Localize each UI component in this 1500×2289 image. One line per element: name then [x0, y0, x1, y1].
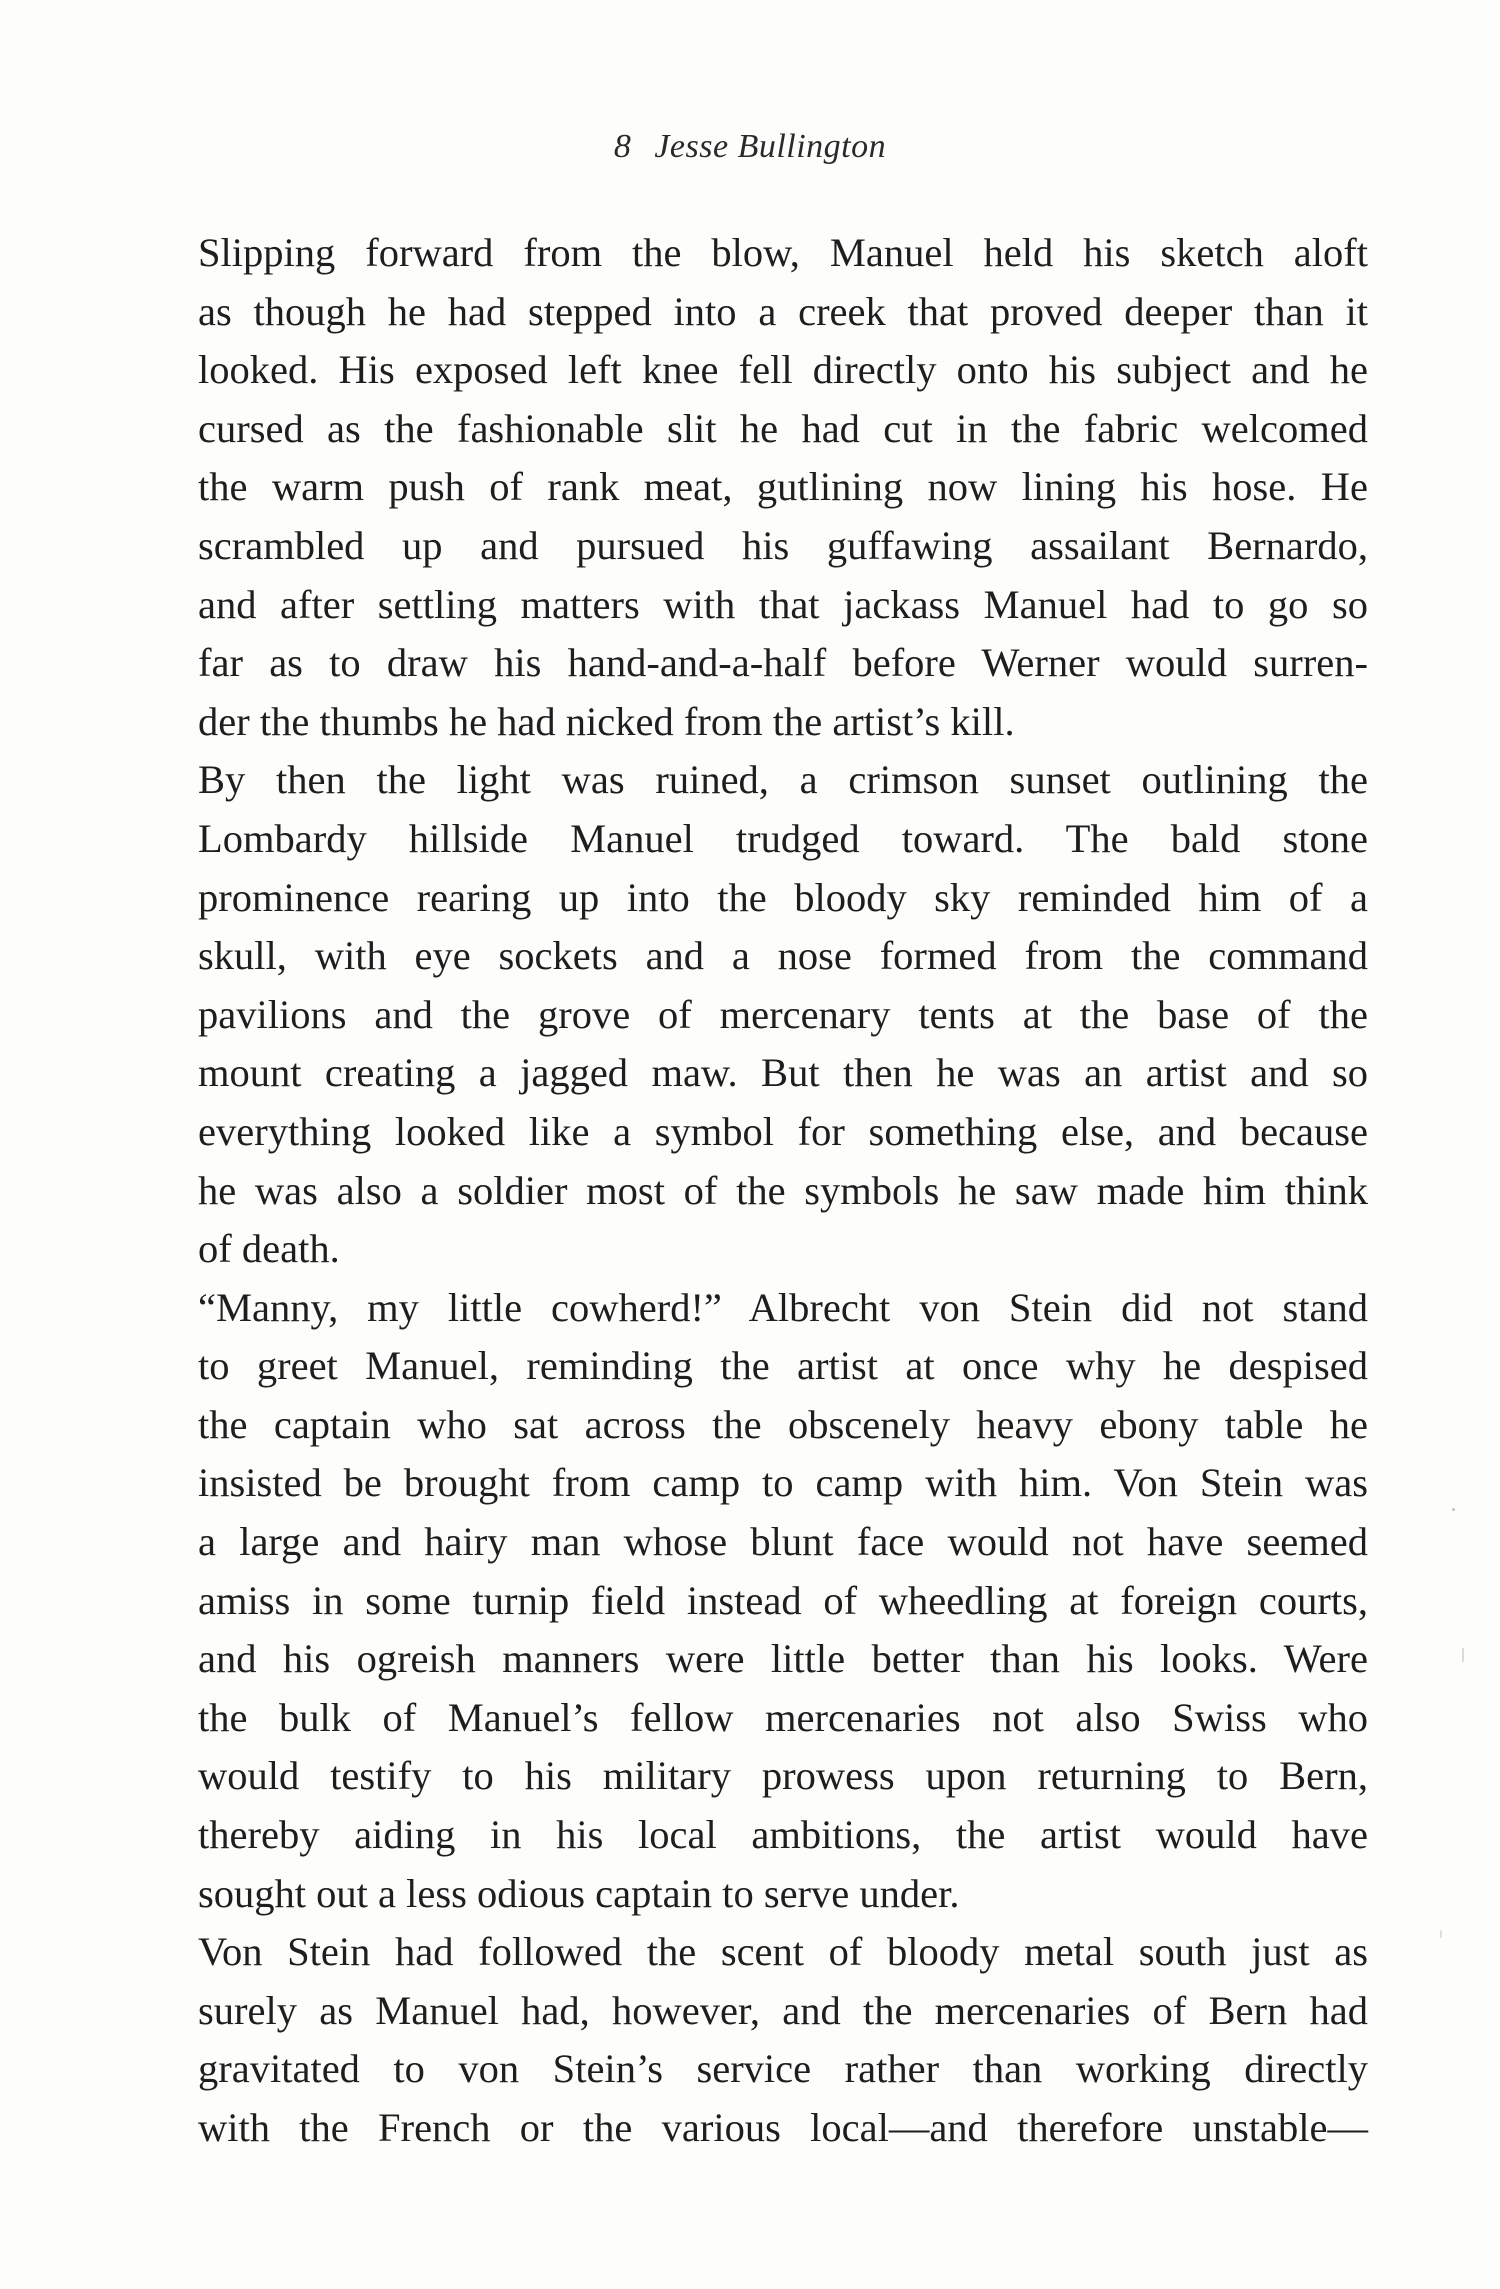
text-line: Slipping forward from the blow, Manuel held his sketch aloft	[198, 230, 1368, 275]
text-line: thereby aiding in his local ambitions, the artist would have	[198, 1812, 1368, 1858]
text-line: a large and hairy man whose blunt face would not have seemed	[198, 1519, 1368, 1565]
author-name: Jesse Bullington	[654, 128, 887, 165]
text-line: far as to draw his hand-and-a-half before Werner would surren-	[198, 640, 1368, 686]
text-line: scrambled up and pursued his guffawing assailant Bernardo,	[198, 522, 1368, 568]
page-speck	[1440, 1930, 1442, 1938]
text-line: Von Stein had followed the scent of bloody metal south just as	[198, 1929, 1368, 1975]
page-number: 8	[613, 128, 632, 165]
text-line: sought out a less odious captain to serve under.	[198, 1870, 960, 1916]
text-line: as though he had stepped into a creek that proved deeper than it	[198, 288, 1368, 334]
text-line: amiss in some turnip field instead of wheedling at foreign courts,	[198, 1577, 1368, 1623]
text-line: and after settling matters with that jackass Manuel had to go so	[198, 581, 1368, 627]
text-line: prominence rearing up into the bloody sky reminded him of a	[198, 874, 1368, 920]
running-head	[0, 128, 1500, 166]
text-line: would testify to his military prowess upon returning to Bern,	[198, 1753, 1368, 1799]
paragraph	[198, 751, 1368, 1278]
body-text	[198, 224, 1368, 2158]
text-line: “Manny, my little cowherd!” Albrecht von Stein did not stand	[198, 1284, 1368, 1330]
text-line: pavilions and the grove of mercenary tents at the base of the	[198, 991, 1368, 1037]
text-line: he was also a soldier most of the symbols he saw made him think	[198, 1167, 1368, 1213]
text-line: gravitated to von Stein’s service rather than working directly	[198, 2046, 1368, 2092]
text-line: of death.	[198, 1226, 340, 1272]
text-line: looked. His exposed left knee fell directly onto his subject and he	[198, 347, 1368, 393]
text-line: with the French or the various local—and therefore unstable—	[198, 2105, 1368, 2150]
text-line: the captain who sat across the obscenely heavy ebony table he	[198, 1401, 1368, 1447]
paragraph	[198, 224, 1368, 751]
text-line: the bulk of Manuel’s fellow mercenaries not also Swiss who	[198, 1694, 1368, 1740]
paragraph	[198, 1923, 1368, 2157]
text-line: surely as Manuel had, however, and the mercenaries of Bern had	[198, 1987, 1368, 2033]
text-line: insisted be brought from camp to camp with him. Von Stein was	[198, 1460, 1368, 1506]
text-line: cursed as the fashionable slit he had cut in the fabric welcomed	[198, 405, 1368, 451]
page-speck	[1452, 1508, 1455, 1511]
text-line: der the thumbs he had nicked from the artist’s kill.	[198, 698, 1015, 744]
text-line: everything looked like a symbol for something else, and because	[198, 1108, 1368, 1154]
text-line: skull, with eye sockets and a nose formed from the command	[198, 933, 1368, 979]
text-line: to greet Manuel, reminding the artist at once why he despised	[198, 1343, 1368, 1389]
paragraph	[198, 1279, 1368, 1924]
text-line: Lombardy hillside Manuel trudged toward. The bald stone	[198, 815, 1368, 861]
text-line: By then the light was ruined, a crimson sunset outlining the	[198, 757, 1368, 803]
text-line: mount creating a jagged maw. But then he was an artist and so	[198, 1050, 1368, 1096]
text-line: the warm push of rank meat, gutlining now lining his hose. He	[198, 464, 1368, 510]
page-speck	[1462, 1648, 1464, 1662]
text-line: and his ogreish manners were little better than his looks. Were	[198, 1636, 1368, 1682]
